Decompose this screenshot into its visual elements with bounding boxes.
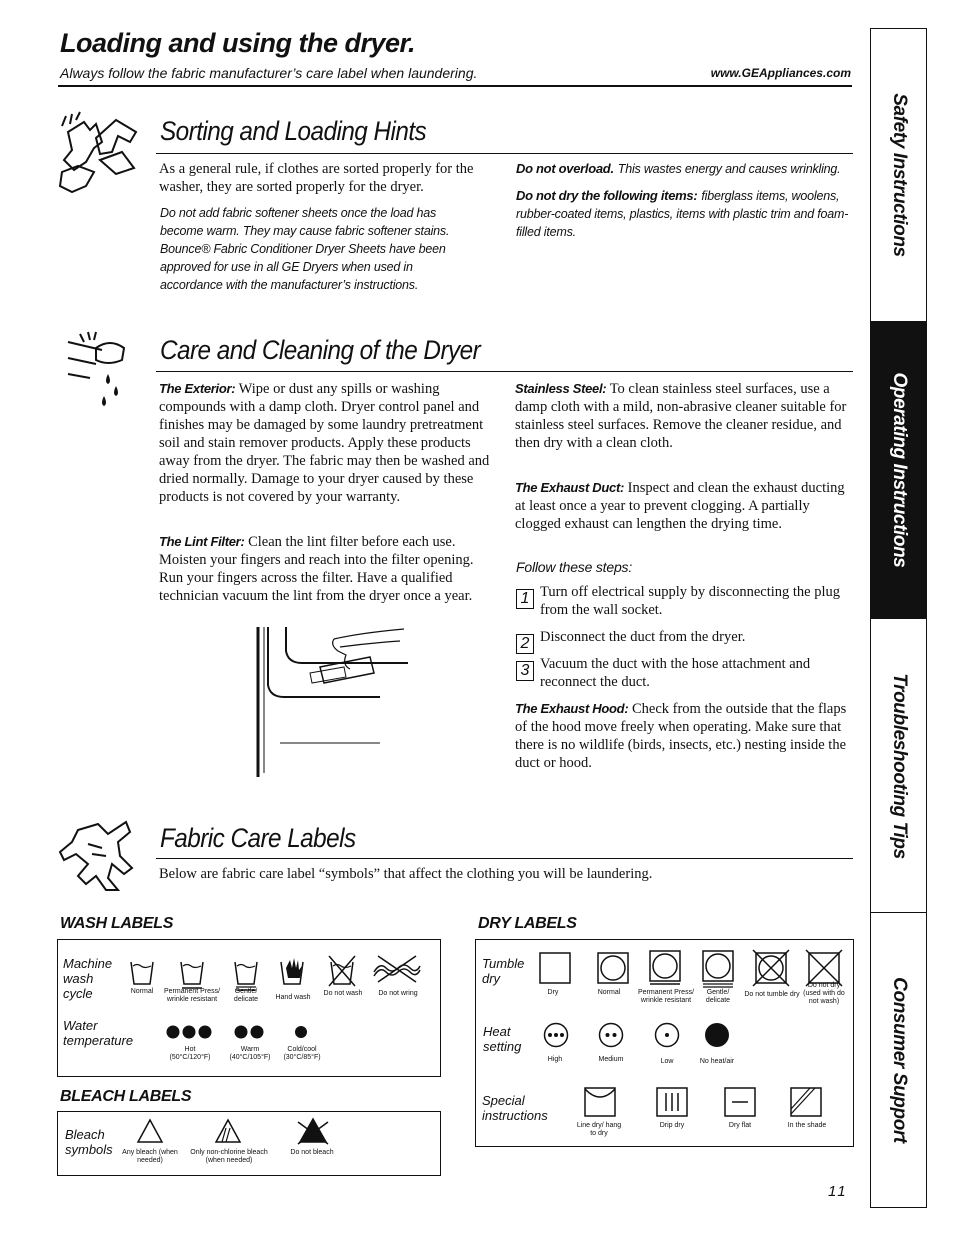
website-link[interactable]: www.GEAppliances.com bbox=[710, 66, 851, 80]
tab-safety-instructions[interactable]: Safety Instructions bbox=[870, 28, 927, 322]
duct-paragraph bbox=[515, 479, 853, 533]
steel-text: To clean stainless steel surfaces, use a damp cloth with a mild, non-abrasive cleaner suitable for stainless steel surfaces. Remove the cleaner residue, and then dry with a clean cloth. bbox=[515, 381, 847, 451]
dry-labels-box bbox=[475, 939, 854, 1147]
do-not-dry-caption: Do not dry (used with do not wash) bbox=[803, 982, 845, 1005]
bleach-symbols-label: Bleach symbols bbox=[65, 1127, 113, 1157]
steel-paragraph bbox=[515, 380, 853, 452]
bleach-labels-box bbox=[57, 1111, 441, 1176]
tumble-permanent-press-icon bbox=[649, 950, 681, 986]
non-chlorine-bleach-caption: Only non-chlorine bleach (when needed) bbox=[190, 1149, 268, 1164]
hood-paragraph bbox=[515, 700, 853, 772]
dry-caption: Dry bbox=[547, 989, 559, 996]
any-bleach-caption: Any bleach (when needed) bbox=[122, 1149, 178, 1164]
tumble-permanent-press-caption: Permanent Press/ wrinkle resistant bbox=[637, 989, 695, 1004]
hand-wash-icon bbox=[280, 950, 306, 988]
any-bleach-icon bbox=[136, 1118, 164, 1144]
do-not-bleach-icon bbox=[296, 1116, 330, 1146]
dry-in-shade-caption: In the shade bbox=[787, 1122, 827, 1129]
do-not-bleach-caption: Do not bleach bbox=[290, 1149, 334, 1156]
dry-flat-icon bbox=[724, 1087, 758, 1119]
page-title: Loading and using the dryer. bbox=[60, 28, 416, 58]
tab-operating-instructions[interactable]: Operating Instructions bbox=[870, 321, 927, 619]
dry-in-shade-icon bbox=[790, 1087, 824, 1119]
non-chlorine-bleach-icon bbox=[214, 1118, 242, 1144]
nodry-paragraph bbox=[516, 187, 852, 241]
tumble-gentle-icon bbox=[702, 950, 734, 988]
step-2-text: Disconnect the duct from the dryer. bbox=[540, 629, 746, 645]
lint-text: Clean the lint filter before each use. Moisten your fingers and reach into the filter opening. Run your fingers across the filter. Have a qualified technician vacuum the lint from the dryer once a year. bbox=[159, 534, 474, 604]
lint-filter-illustration bbox=[250, 625, 410, 780]
exterior-text: Wipe or dust any spills or washing compounds with a damp cloth. Dryer control panel and finishes may be damaged by some laundry pretreatment soil and stain remover products. Apply these products away from the dryer. The fabric may then be washed and dried normally. Damage to your dryer caused by these products is not covered by your warranty. bbox=[159, 381, 490, 505]
special-instructions-label: Special instructions bbox=[482, 1093, 548, 1123]
sorting-heading: Sorting and Loading Hints bbox=[160, 116, 427, 146]
care-rule bbox=[156, 371, 853, 372]
dry-flat-caption: Dry flat bbox=[728, 1122, 752, 1129]
heat-high-icon bbox=[543, 1022, 569, 1048]
tumble-normal-icon bbox=[597, 952, 629, 984]
dry-icon bbox=[539, 952, 571, 984]
do-not-wring-icon bbox=[372, 954, 422, 984]
lint-paragraph bbox=[159, 533, 496, 605]
fabric-heading: Fabric Care Labels bbox=[160, 823, 356, 853]
overload-paragraph bbox=[516, 160, 852, 178]
step-1-text: Turn off electrical supply by disconnecting the plug from the wall socket. bbox=[540, 584, 841, 618]
wash-normal-caption: Normal bbox=[130, 988, 154, 995]
page-number: 11 bbox=[828, 1183, 848, 1200]
exterior-lead: The Exterior: bbox=[159, 381, 236, 396]
drip-dry-icon bbox=[656, 1087, 690, 1119]
heat-medium-caption: Medium bbox=[598, 1056, 624, 1063]
wash-normal-icon bbox=[130, 950, 154, 988]
nodry-lead: Do not dry the following items: bbox=[516, 188, 698, 203]
bleach-labels-heading: BLEACH LABELS bbox=[60, 1088, 192, 1105]
hood-lead: The Exhaust Hood: bbox=[515, 701, 629, 716]
wash-gentle-icon bbox=[234, 950, 260, 990]
do-not-wash-icon bbox=[330, 950, 356, 988]
step-1-number: 1 bbox=[516, 589, 534, 609]
exterior-paragraph bbox=[159, 380, 496, 506]
cleaning-sponge-icon bbox=[66, 330, 136, 410]
lint-lead: The Lint Filter: bbox=[159, 534, 245, 549]
softener-note: Do not add fabric softener sheets once the load has become warm. They may cause fabric softener stains. Bounce® Fabric Conditioner Dryer Sheets have been approved for use in all GE Dryers when used in accordance with the manufacturer’s instructions. bbox=[160, 206, 450, 292]
hand-wash-caption: Hand wash bbox=[275, 994, 311, 1001]
line-dry-icon bbox=[584, 1087, 618, 1119]
care-heading: Care and Cleaning of the Dryer bbox=[160, 335, 481, 365]
temp-cold-icon bbox=[293, 1024, 309, 1040]
do-not-dry-icon bbox=[806, 950, 842, 986]
temp-hot-icon bbox=[165, 1024, 215, 1040]
heat-low-caption: Low bbox=[660, 1058, 674, 1065]
heat-no-heat-caption: No heat/air bbox=[699, 1058, 735, 1065]
steel-lead: Stainless Steel: bbox=[515, 381, 607, 396]
wash-cycle-label: Machine wash cycle bbox=[63, 956, 113, 1001]
heat-high-caption: High bbox=[547, 1056, 563, 1063]
fabric-intro: Below are fabric care label “symbols” that affect the clothing you will be laundering. bbox=[159, 866, 653, 882]
tumble-gentle-caption: Gentle/ delicate bbox=[705, 989, 731, 1004]
fabric-rule bbox=[156, 858, 853, 859]
header-rule bbox=[58, 85, 852, 87]
heat-low-icon bbox=[654, 1022, 680, 1048]
overload-text: This wastes energy and causes wrinkling. bbox=[617, 162, 841, 176]
do-not-wash-caption: Do not wash bbox=[323, 990, 363, 997]
wash-labels-box bbox=[57, 939, 441, 1077]
duct-text: Inspect and clean the exhaust ducting at least once a year to prevent clogging. A partially clogged exhaust can lengthen the drying time. bbox=[515, 480, 845, 532]
page-subtitle: Always follow the fabric manufacturer’s care label when laundering. bbox=[60, 65, 478, 81]
do-not-wring-caption: Do not wring bbox=[378, 990, 418, 997]
step-3-text: Vacuum the duct with the hose attachment and reconnect the duct. bbox=[540, 656, 811, 690]
nodry-text: fiberglass items, woolens, rubber-coated items, plastics, items with plastic trim and foam-filled items. bbox=[516, 189, 849, 239]
water-temp-label: Water temperature bbox=[63, 1018, 134, 1048]
temp-cold-caption: Cold/cool (30°C/85°F) bbox=[283, 1046, 321, 1061]
sorting-clothes-icon bbox=[56, 112, 146, 194]
tumble-normal-caption: Normal bbox=[597, 989, 621, 996]
sorting-rule bbox=[156, 153, 853, 154]
dry-labels-heading: DRY LABELS bbox=[478, 915, 577, 932]
wash-permanent-press-caption: Permanent Press/ wrinkle resistant bbox=[163, 988, 221, 1003]
wash-gentle-caption: Gentle/ delicate bbox=[233, 988, 259, 1003]
shirt-icon bbox=[58, 820, 138, 892]
line-dry-caption: Line dry/ hang to dry bbox=[576, 1122, 622, 1137]
temp-hot-caption: Hot (50°C/120°F) bbox=[169, 1046, 211, 1061]
tab-troubleshooting-tips[interactable]: Troubleshooting Tips bbox=[870, 618, 927, 913]
temp-warm-icon bbox=[233, 1024, 267, 1040]
do-not-tumble-dry-icon bbox=[753, 950, 789, 986]
heat-setting-label: Heat setting bbox=[483, 1024, 522, 1054]
step-2-number: 2 bbox=[516, 634, 534, 654]
temp-warm-caption: Warm (40°C/105°F) bbox=[229, 1046, 271, 1061]
overload-lead: Do not overload. bbox=[516, 161, 614, 176]
follow-steps-label: Follow these steps: bbox=[516, 559, 633, 575]
tab-consumer-support[interactable]: Consumer Support bbox=[870, 912, 927, 1208]
do-not-tumble-dry-caption: Do not tumble dry bbox=[744, 991, 800, 998]
wash-permanent-press-icon bbox=[180, 950, 206, 988]
drip-dry-caption: Drip dry bbox=[659, 1122, 685, 1129]
tumble-dry-label: Tumble dry bbox=[482, 956, 525, 986]
duct-lead: The Exhaust Duct: bbox=[515, 480, 625, 495]
hood-text: Check from the outside that the flaps of the hood move freely when operating. Make sure that there is no wildlife (birds, insects, etc.) nesting inside the duct or hood. bbox=[515, 701, 847, 771]
step-3-number: 3 bbox=[516, 661, 534, 681]
heat-no-heat-icon bbox=[703, 1021, 731, 1049]
sorting-paragraph: As a general rule, if clothes are sorted properly for the washer, they are sorted properly for the dryer. bbox=[159, 161, 474, 195]
wash-labels-heading: WASH LABELS bbox=[60, 915, 174, 932]
heat-medium-icon bbox=[598, 1022, 624, 1048]
